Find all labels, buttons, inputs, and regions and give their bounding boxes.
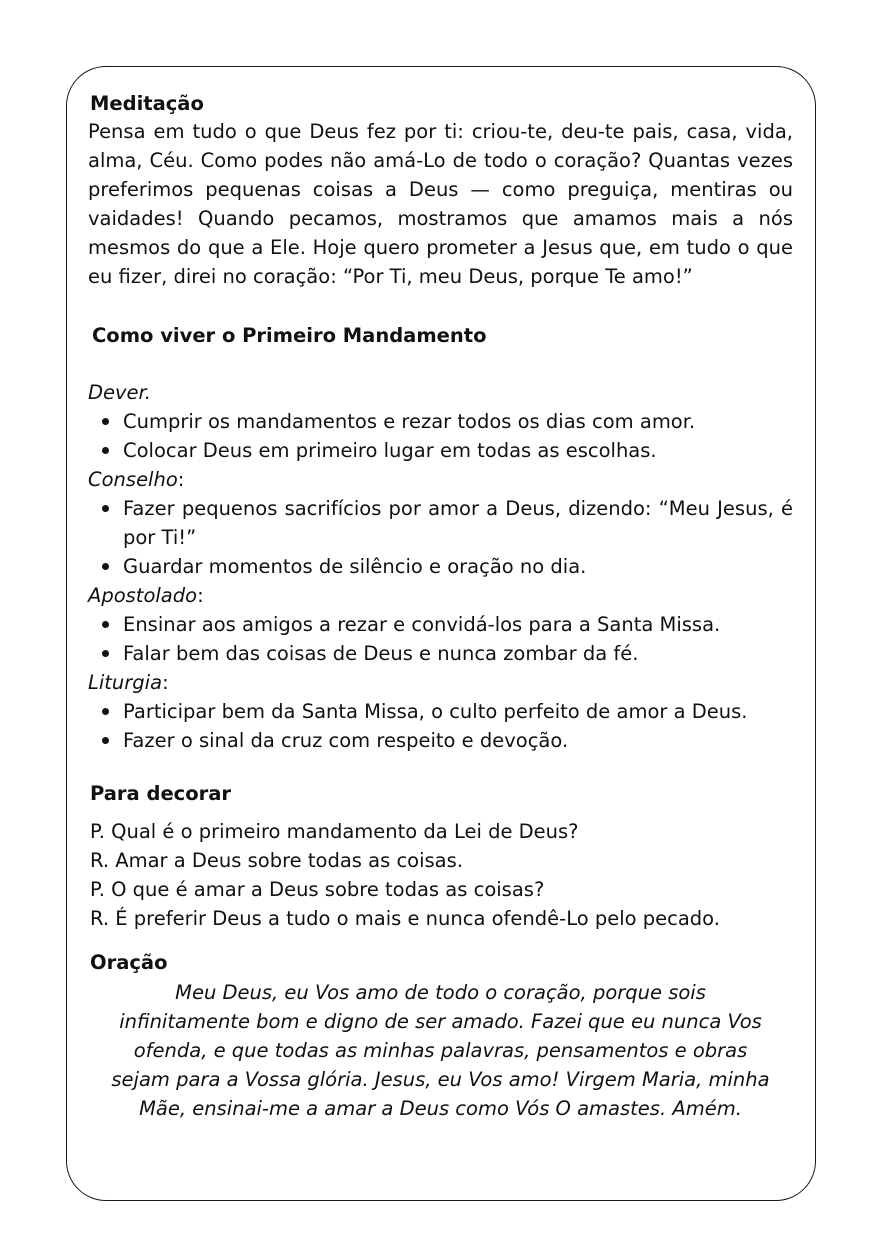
meditacao-section xyxy=(88,91,793,291)
qa-line: P. O que é amar a Deus sobre todas as coisas? xyxy=(90,878,545,901)
list-item: Guardar momentos de silêncio e oração no dia. xyxy=(123,552,793,581)
list-item: Colocar Deus em primeiro lugar em todas as escolhas. xyxy=(123,436,793,465)
list-item: Fazer o sinal da cruz com respeito e devoção. xyxy=(123,726,793,755)
group-apostolado xyxy=(88,581,793,668)
como-viver-section xyxy=(88,323,793,755)
qa-line: P. Qual é o primeiro mandamento da Lei de Deus? xyxy=(90,820,579,843)
page-card xyxy=(66,66,816,1201)
list-item: Fazer pequenos sacrifícios por amor a Deus, dizendo: “Meu Jesus, é por Ti!” xyxy=(123,494,793,552)
group-punct-apostolado: : xyxy=(197,584,204,607)
group-label-apostolado: Apostolado xyxy=(88,584,198,607)
oracao-section xyxy=(88,950,793,1123)
group-punct-conselho: : xyxy=(177,468,185,491)
list-item: Cumprir os mandamentos e rezar todos os dias com amor. xyxy=(123,407,793,436)
meditacao-heading: Meditação xyxy=(90,92,204,115)
como-viver-heading: Como viver o Primeiro Mandamento xyxy=(92,324,487,347)
list-item: Participar bem da Santa Missa, o culto perfeito de amor a Deus. xyxy=(123,697,793,726)
group-dever xyxy=(88,378,793,465)
qa-line: R. Amar a Deus sobre todas as coisas. xyxy=(90,849,463,872)
qa-line: R. É preferir Deus a tudo o mais e nunca ofendê-Lo pelo pecado. xyxy=(90,907,720,930)
bullet-list-dever xyxy=(88,407,793,465)
group-punct-liturgia: : xyxy=(162,671,169,694)
group-conselho xyxy=(88,465,793,581)
meditacao-text: Pensa em tudo o que Deus fez por ti: criou-te, deu-te pais, casa, vida, alma, Céu. Como podes não amá-Lo de todo o coração? Quantas vezes preferimos pequenas coisas a Deus — como preguiça, mentiras ou vaidades! Quando pecamos, mostramos que amamos mais a nós mesmos do que a Ele. Hoje quero prometer a Jesus que, em tudo o que eu fizer, direi no coração: “Por Ti, meu Deus, porque Te amo!” xyxy=(88,120,793,288)
group-label-conselho: Conselho xyxy=(88,468,178,491)
bullet-list-apostolado xyxy=(88,610,793,668)
para-decorar-section xyxy=(88,781,793,933)
list-item: Falar bem das coisas de Deus e nunca zombar da fé. xyxy=(123,639,793,668)
bullet-list-conselho xyxy=(88,494,793,581)
oracao-heading: Oração xyxy=(90,951,168,974)
para-decorar-heading: Para decorar xyxy=(90,782,232,805)
oracao-text: Meu Deus, eu Vos amo de todo o coração, porque sois infinitamente bom e digno de ser amado. Fazei que eu nunca Vos ofenda, e que todas as minhas palavras, pensamentos e obras sejam para a Vossa glória. Jesus, eu Vos amo! Virgem Maria, minha Mãe, ensinai-me a amar a Deus como Vós O amastes. Amém. xyxy=(111,981,770,1120)
group-punct-dever: . xyxy=(144,381,151,404)
group-liturgia xyxy=(88,668,793,755)
group-label-liturgia: Liturgia xyxy=(88,671,163,694)
group-label-dever: Dever xyxy=(88,381,145,404)
list-item: Ensinar aos amigos a rezar e convidá-los para a Santa Missa. xyxy=(123,610,793,639)
bullet-list-liturgia xyxy=(88,697,793,755)
